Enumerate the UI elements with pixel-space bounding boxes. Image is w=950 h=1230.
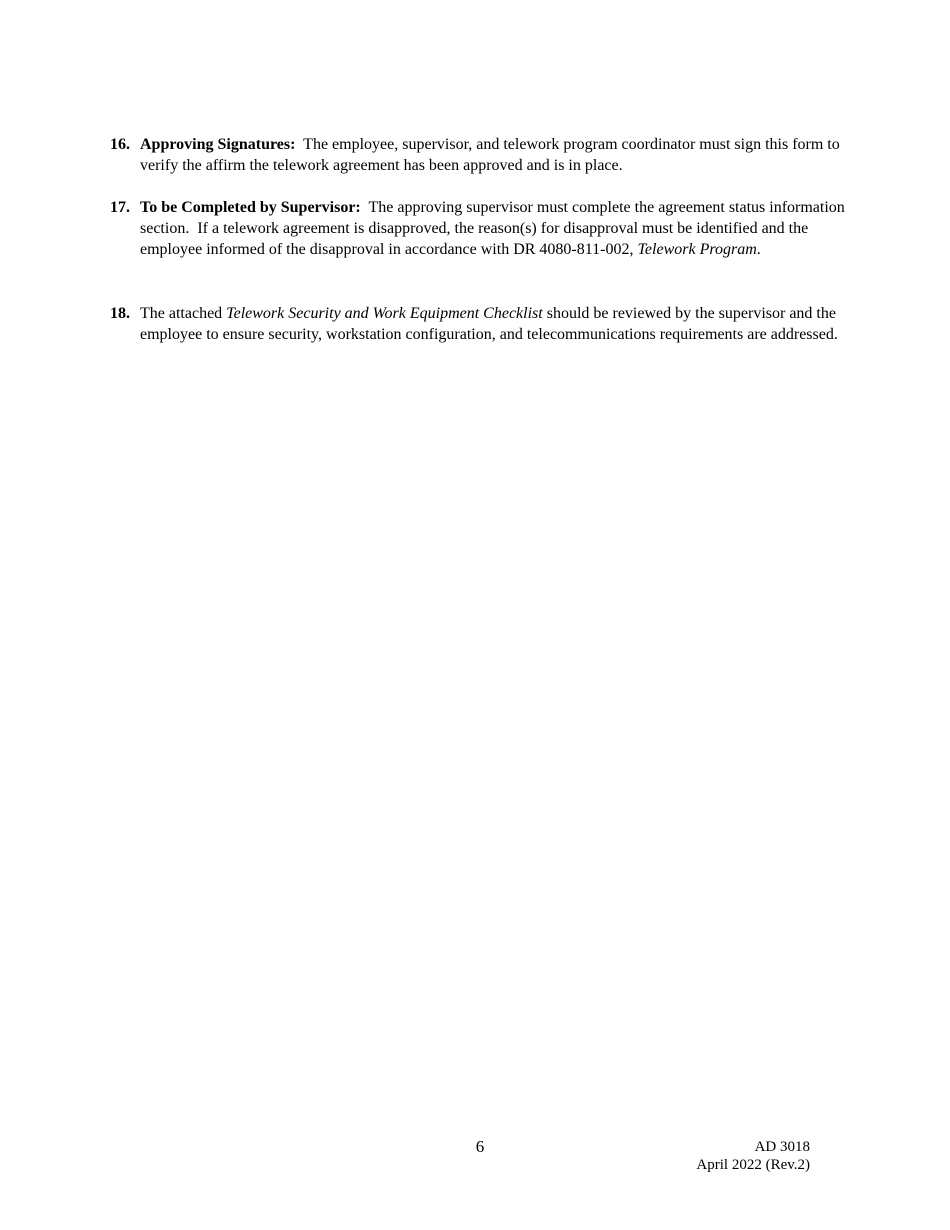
item-italic-reference: Telework Program [637, 241, 757, 258]
item-text-start: The attached [140, 305, 227, 322]
item-italic-reference: Telework Security and Work Equipment Checklist [226, 305, 543, 322]
item-number: 17. [110, 199, 130, 216]
item-text: should be reviewed by the supervisor and the employee to ensure security, workstation configuration, and telecommunications requirements are addressed. [140, 305, 838, 343]
item-body [140, 134, 845, 176]
item-text: The approving supervisor must complete the agreement status information section. If a telework agreement is disapproved, the reason(s) for disapproval must be identified and the employee informed of the disapproval in accordance with DR 4080-811-002, [140, 199, 849, 258]
form-revision: April 2022 (Rev.2) [696, 1157, 810, 1173]
list-item-16 [110, 134, 845, 176]
item-number: 18. [110, 305, 130, 322]
item-body [140, 303, 845, 345]
item-text-end: . [756, 241, 761, 258]
item-number: 16. [110, 136, 130, 153]
form-number: AD 3018 [754, 1139, 810, 1155]
page-number: 6 [475, 1137, 485, 1156]
item-heading: To be Completed by Supervisor: [140, 199, 361, 216]
item-heading: Approving Signatures: [140, 136, 296, 153]
list-item-18 [110, 303, 845, 345]
form-identifier [696, 1138, 810, 1174]
item-text: The employee, supervisor, and telework program coordinator must sign this form to verify the affirm the telework agreement has been approved and is in place. [140, 136, 844, 174]
list-item-17 [110, 197, 849, 260]
item-body [140, 197, 849, 260]
